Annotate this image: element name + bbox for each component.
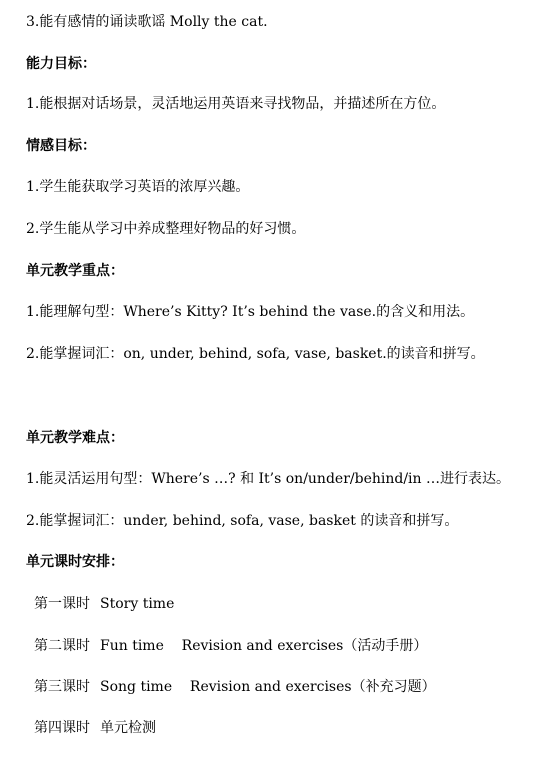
key-point-2: 2.能掌握词汇：on, under, behind, sofa, vase, basket.的读音和拼写。 <box>26 346 485 362</box>
schedule-content: 单元检测 <box>100 720 156 736</box>
schedule-row <box>34 678 436 696</box>
emotional-objective-1: 1.学生能获取学习英语的浓厚兴趣。 <box>26 179 250 195</box>
difficult-point-1: 1.能灵活运用句型：Where’s …? 和 It’s on/under/behind/in …进行表达。 <box>26 471 510 487</box>
emotional-objective-2: 2.学生能从学习中养成整理好物品的好习惯。 <box>26 221 306 237</box>
key-points-heading: 单元教学重点： <box>26 263 124 279</box>
schedule-row <box>34 719 156 737</box>
difficult-points-heading: 单元教学难点： <box>26 430 124 446</box>
emotional-objectives-heading: 情感目标： <box>26 138 96 154</box>
difficult-point-2: 2.能掌握词汇：under, behind, sofa, vase, basket 的读音和拼写。 <box>26 513 459 529</box>
schedule-row <box>34 595 174 613</box>
key-point-1: 1.能理解句型：Where’s Kitty? It’s behind the vase.的含义和用法。 <box>26 304 475 320</box>
schedule-content: Story time <box>100 596 175 612</box>
schedule-lesson: 第四课时 <box>34 720 90 736</box>
ability-objective-1: 1.能根据对话场景，灵活地运用英语来寻找物品，并描述所在方位。 <box>26 96 446 112</box>
schedule-lesson: 第三课时 <box>34 679 90 695</box>
schedule-lesson: 第一课时 <box>34 596 90 612</box>
schedule-content: Song time Revision and exercises（补充习题） <box>100 679 436 695</box>
ability-objective-3: 3.能有感情的诵读歌谣 Molly the cat. <box>26 14 268 30</box>
ability-objectives-heading: 能力目标： <box>26 56 96 72</box>
schedule-content: Fun time Revision and exercises（活动手册） <box>100 638 428 654</box>
schedule-row <box>34 637 427 655</box>
schedule-heading: 单元课时安排： <box>26 554 124 570</box>
schedule-lesson: 第二课时 <box>34 638 90 654</box>
